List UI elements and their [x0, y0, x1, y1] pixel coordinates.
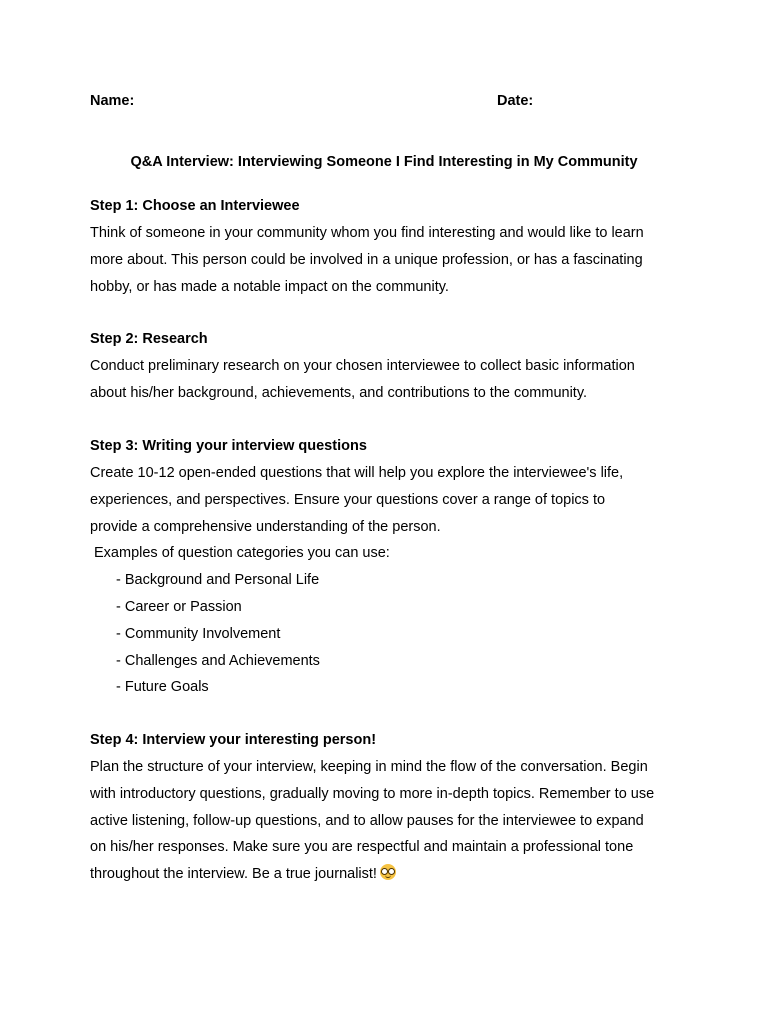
step-2-section: [90, 326, 678, 407]
example-item: - Future Goals: [116, 679, 209, 696]
step-1-line-3: hobby, or has made a notable impact on the community.: [90, 278, 449, 295]
example-item: - Community Involvement: [116, 625, 281, 642]
step-3-line-1: Create 10-12 open-ended questions that will help you explore the interviewee's life,: [90, 465, 624, 481]
step-3-section: [90, 433, 678, 701]
step-4-line-1: Plan the structure of your interview, keeping in mind the flow of the conversation. Begin: [90, 759, 648, 775]
step-4-line-2: with introductory questions, gradually moving to more in-depth topics. Remember to use: [90, 785, 655, 802]
name-label: Name:: [90, 93, 135, 109]
step-3-line-3: provide a comprehensive understanding of the person.: [90, 518, 441, 535]
step-4-line-4: on his/her responses. Make sure you are respectful and maintain a professional tone: [90, 839, 634, 856]
step-2-line-1: Conduct preliminary research on your chosen interviewee to collect basic information: [90, 358, 635, 374]
step-3-heading: Step 3: Writing your interview questions: [90, 438, 367, 454]
example-item: - Career or Passion: [116, 598, 242, 615]
step-2-line-2: about his/her background, achievements, and contributions to the community.: [90, 384, 588, 401]
step-1-line-1: Think of someone in your community whom you find interesting and would like to learn: [90, 225, 644, 241]
example-item: - Background and Personal Life: [116, 572, 320, 589]
nerd-face-emoji-icon: [380, 864, 396, 880]
step-2-heading: Step 2: Research: [90, 331, 208, 347]
worksheet-page: [90, 0, 678, 1024]
step-4-line-5: throughout the interview. Be a true journalist!: [90, 866, 377, 883]
step-3-line-2: experiences, and perspectives. Ensure your questions cover a range of topics to: [90, 491, 606, 508]
step-1-line-2: more about. This person could be involved in a unique profession, or has a fascinating: [90, 251, 643, 268]
step-4-line-3: active listening, follow-up questions, and to allow pauses for the interviewee to expand: [90, 812, 644, 829]
step-1-section: [90, 193, 678, 300]
step-4-line-5-row: [90, 861, 678, 888]
step-4-heading: Step 4: Interview your interesting person!: [90, 732, 377, 748]
header-row: [90, 93, 678, 113]
date-label: Date:: [497, 93, 534, 109]
step-4-section: [90, 727, 678, 888]
worksheet-title: Q&A Interview: Interviewing Someone I Find Interesting in My Community: [130, 154, 638, 170]
examples-intro: Examples of question categories you can use:: [94, 545, 390, 562]
step-1-heading: Step 1: Choose an Interviewee: [90, 198, 300, 214]
example-item: - Challenges and Achievements: [116, 652, 320, 669]
